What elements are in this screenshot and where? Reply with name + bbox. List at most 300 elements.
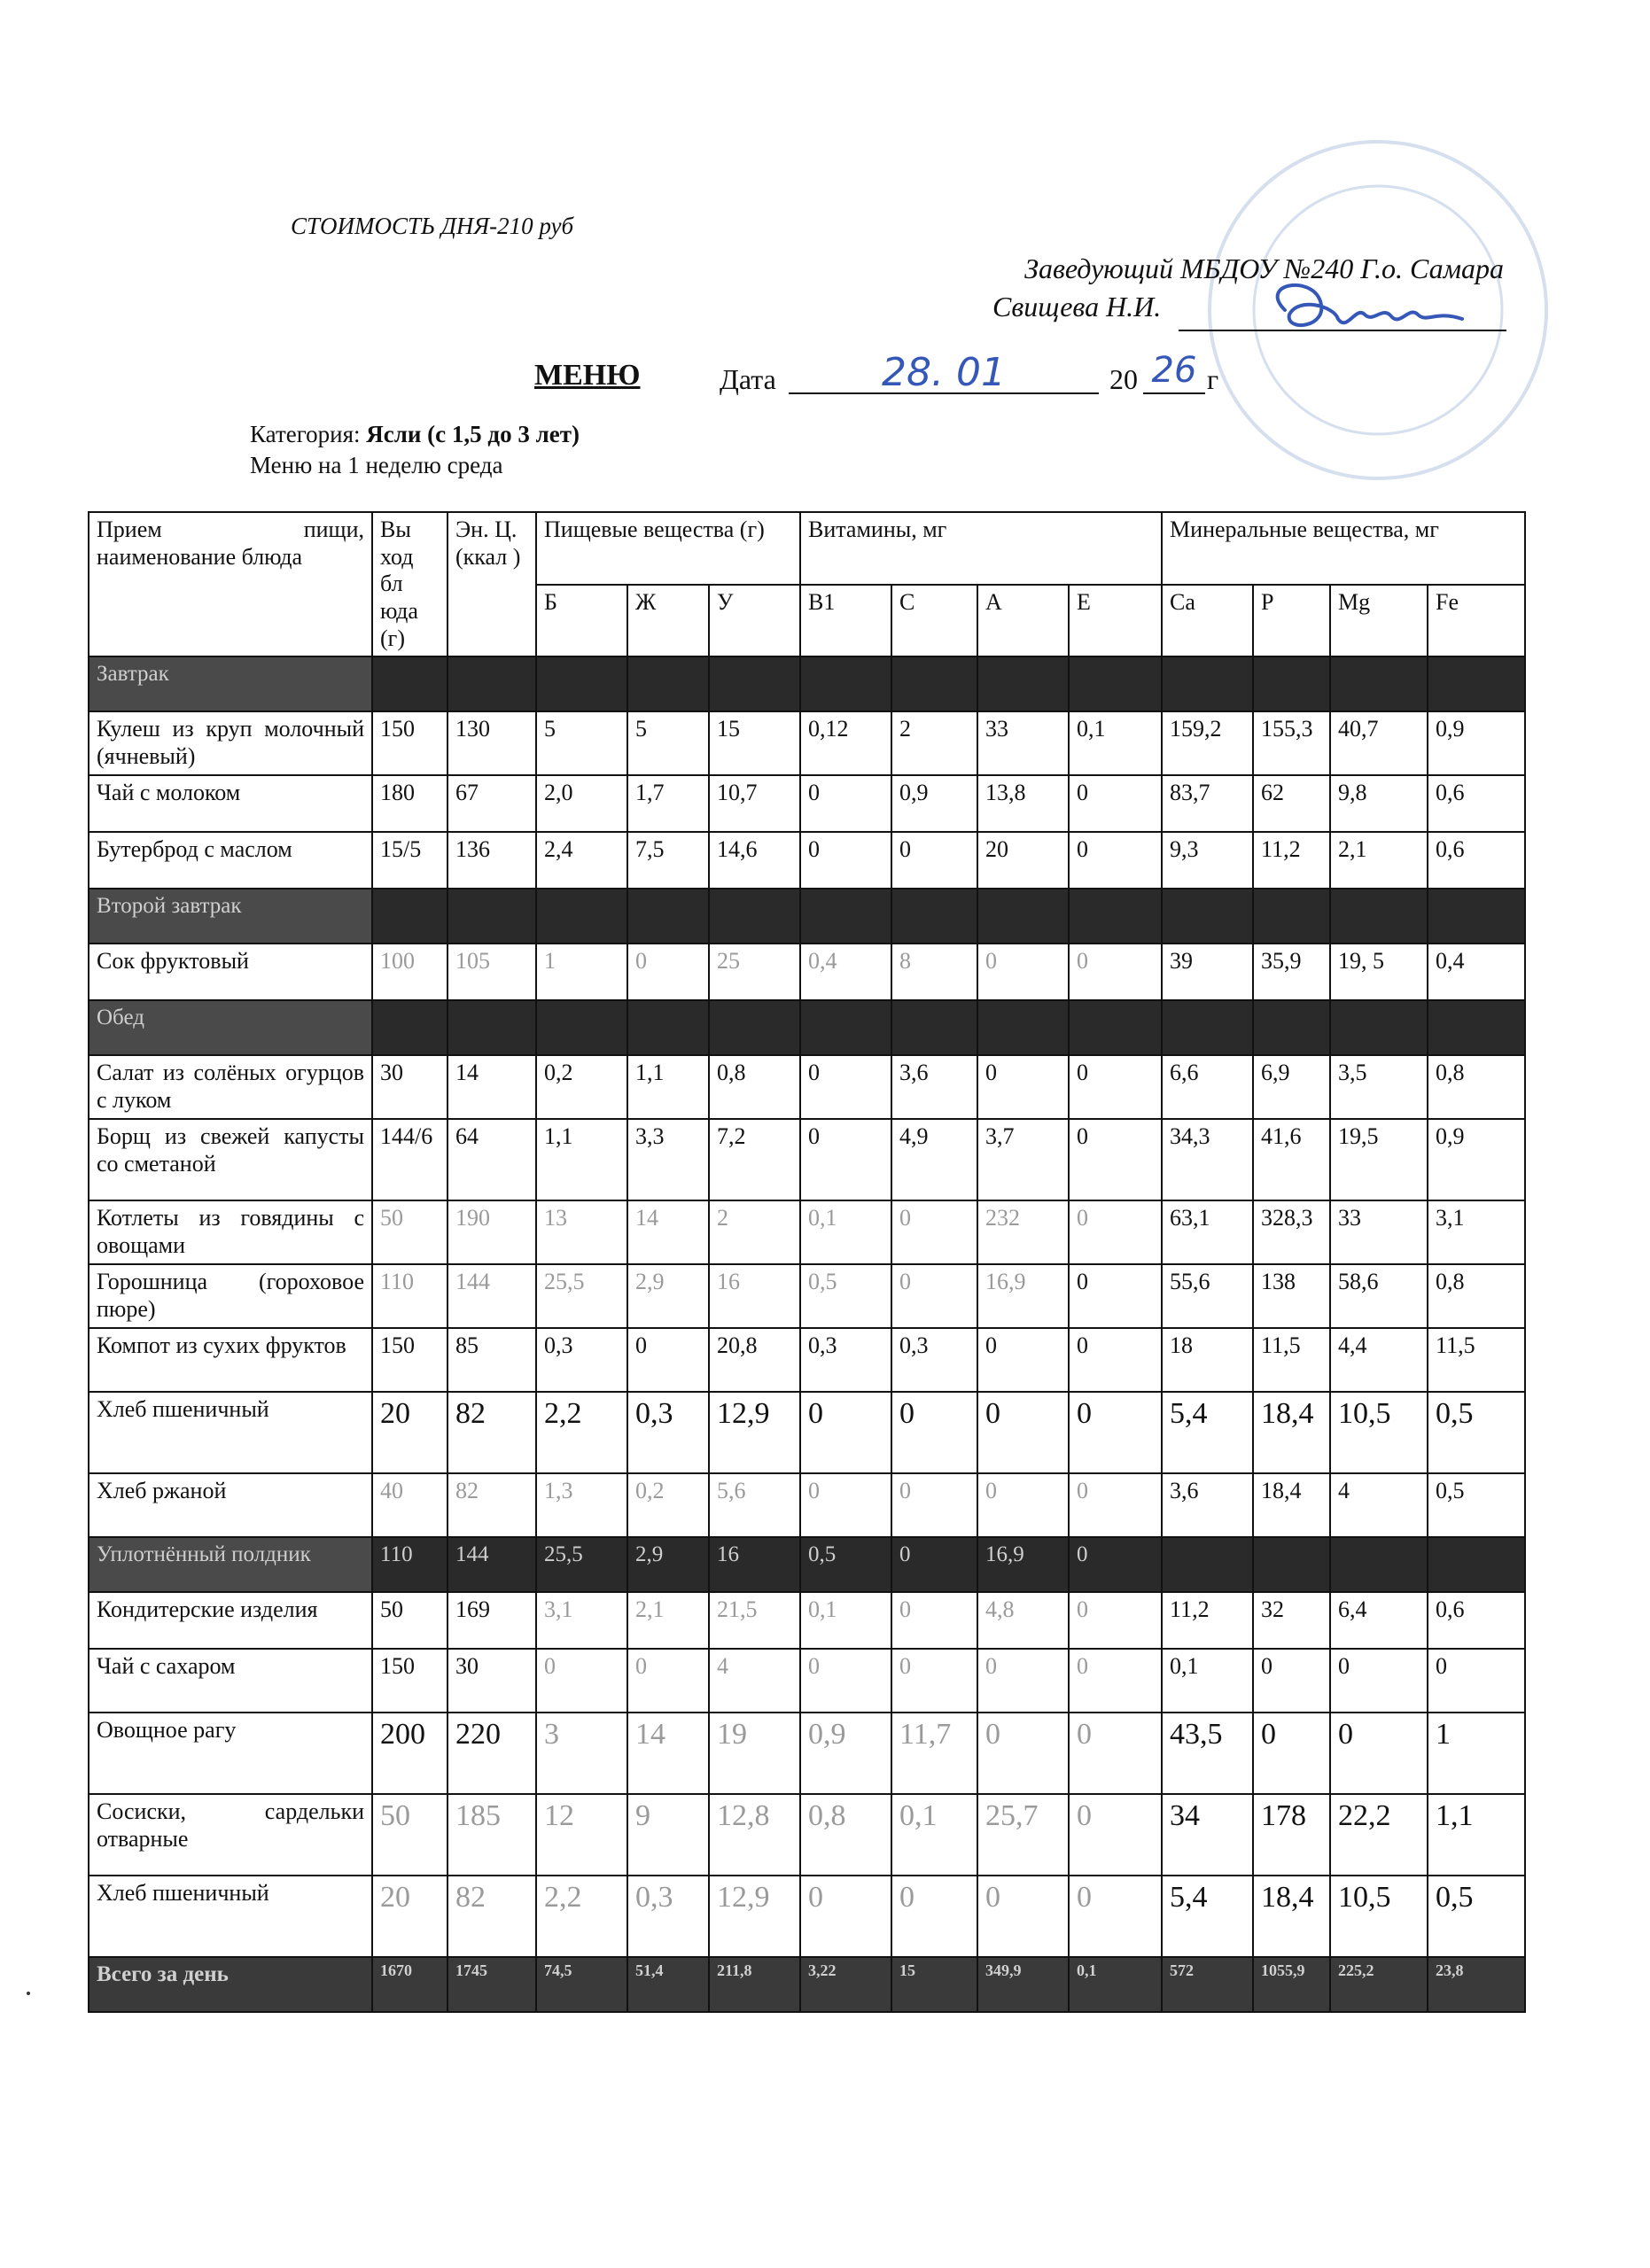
dish-value: 7,2 xyxy=(709,1119,800,1200)
dish-value: 0,6 xyxy=(1428,832,1525,889)
dish-value: 3,3 xyxy=(627,1119,709,1200)
dish-value: 64 xyxy=(448,1119,536,1200)
dish-value: 33 xyxy=(977,711,1069,775)
dish-name: Кондитерские изделия xyxy=(89,1592,372,1649)
dish-value: 0,1 xyxy=(800,1200,891,1264)
dish-value: 0,8 xyxy=(1428,1055,1525,1119)
dish-value: 0 xyxy=(977,1713,1069,1794)
dish-value: 6,4 xyxy=(1330,1592,1428,1649)
dish-value: 3,5 xyxy=(1330,1055,1428,1119)
dish-value: 22,2 xyxy=(1330,1794,1428,1876)
dish-value: 0 xyxy=(800,775,891,832)
dish-value: 0,12 xyxy=(800,711,891,775)
section-label: Обед xyxy=(89,1000,372,1055)
dish-value: 0 xyxy=(1069,1876,1162,1957)
dish-value: 0,2 xyxy=(627,1473,709,1537)
dish-value: 63,1 xyxy=(1162,1200,1253,1264)
dish-value: 0 xyxy=(891,1264,977,1328)
dish-value: 0 xyxy=(1069,1592,1162,1649)
dish-value: 9,3 xyxy=(1162,832,1253,889)
dish-value: 40 xyxy=(372,1473,448,1537)
dish-value: 0 xyxy=(1253,1713,1330,1794)
dish-value: 3,1 xyxy=(1428,1200,1525,1264)
dish-value: 0 xyxy=(1428,1649,1525,1713)
dish-value: 20 xyxy=(372,1876,448,1957)
dish-value: 41,6 xyxy=(1253,1119,1330,1200)
dish-value: 12,8 xyxy=(709,1794,800,1876)
dish-value: 0,9 xyxy=(1428,1119,1525,1200)
ghost-value: 0,5 xyxy=(800,1537,891,1592)
dish-value: 0 xyxy=(800,1473,891,1537)
dish-value: 1 xyxy=(1428,1713,1525,1794)
dish-value: 21,5 xyxy=(709,1592,800,1649)
ghost-value: 110 xyxy=(372,1537,448,1592)
dish-value: 0 xyxy=(1069,832,1162,889)
section-snack xyxy=(89,1537,1525,1592)
dish-value: 0,1 xyxy=(891,1794,977,1876)
dish-value: 0 xyxy=(1253,1649,1330,1713)
dish-value: 6,6 xyxy=(1162,1055,1253,1119)
dish-value: 0 xyxy=(891,1592,977,1649)
dish-value: 110 xyxy=(372,1264,448,1328)
dish-value: 0,5 xyxy=(1428,1876,1525,1957)
section-breakfast xyxy=(89,656,1525,711)
dish-value: 0,5 xyxy=(800,1264,891,1328)
dish-value: 7,5 xyxy=(627,832,709,889)
dish-value: 4 xyxy=(1330,1473,1428,1537)
dish-value: 3,6 xyxy=(1162,1473,1253,1537)
dish-value: 190 xyxy=(448,1200,536,1264)
dish-value: 3 xyxy=(536,1713,627,1794)
dish-value: 1,7 xyxy=(627,775,709,832)
total-value: 211,8 xyxy=(709,1957,800,2012)
dish-value: 19 xyxy=(709,1713,800,1794)
dish-value: 0 xyxy=(1330,1649,1428,1713)
header-meal: Прием пищи, наименование блюда xyxy=(89,512,372,656)
dish-value: 2 xyxy=(891,711,977,775)
header-vitamins: Витамины, мг xyxy=(800,512,1162,585)
dish-value: 82 xyxy=(448,1473,536,1537)
dish-value: 105 xyxy=(448,944,536,1000)
dish-value: 34 xyxy=(1162,1794,1253,1876)
dish-value: 82 xyxy=(448,1876,536,1957)
dish-value: 50 xyxy=(372,1794,448,1876)
dish-value: 67 xyxy=(448,775,536,832)
table-row xyxy=(89,944,1525,1000)
dish-value: 18,4 xyxy=(1253,1876,1330,1957)
table-row xyxy=(89,1794,1525,1876)
dish-value: 0 xyxy=(627,1649,709,1713)
table-row xyxy=(89,1392,1525,1473)
dish-name: Хлеб пшеничный xyxy=(89,1876,372,1957)
dish-value: 11,5 xyxy=(1253,1328,1330,1392)
dish-value: 0,8 xyxy=(709,1055,800,1119)
ghost-value: 16 xyxy=(709,1537,800,1592)
dish-value: 0 xyxy=(800,1649,891,1713)
dish-value: 0 xyxy=(1330,1713,1428,1794)
table-row xyxy=(89,775,1525,832)
dish-name: Борщ из свежей капусты со сметаной xyxy=(89,1119,372,1200)
dish-value: 100 xyxy=(372,944,448,1000)
dish-value: 25,5 xyxy=(536,1264,627,1328)
dish-value: 0 xyxy=(1069,1794,1162,1876)
dish-name: Чай с сахаром xyxy=(89,1649,372,1713)
total-value: 3,22 xyxy=(800,1957,891,2012)
dish-value: 0,3 xyxy=(891,1328,977,1392)
ghost-value: 2,9 xyxy=(627,1537,709,1592)
dish-value: 33 xyxy=(1330,1200,1428,1264)
dish-value: 5 xyxy=(627,711,709,775)
dish-value: 0 xyxy=(627,1328,709,1392)
dish-value: 0,2 xyxy=(536,1055,627,1119)
section-label: Уплотнённый полдник xyxy=(89,1537,372,1592)
dish-value: 12,9 xyxy=(709,1392,800,1473)
header-carbs: У xyxy=(709,585,800,657)
table-row xyxy=(89,1328,1525,1392)
dish-value: 0,1 xyxy=(1162,1649,1253,1713)
dish-value: 3,6 xyxy=(891,1055,977,1119)
header-yield: Вы ход бл юда (г) xyxy=(372,512,448,656)
dish-value: 55,6 xyxy=(1162,1264,1253,1328)
dish-name: Кулеш из круп молочный (ячневый) xyxy=(89,711,372,775)
total-value: 349,9 xyxy=(977,1957,1069,2012)
dish-name: Хлеб пшеничный xyxy=(89,1392,372,1473)
dish-value: 8 xyxy=(891,944,977,1000)
dish-value: 18,4 xyxy=(1253,1392,1330,1473)
dish-value: 1,3 xyxy=(536,1473,627,1537)
dish-value: 3,7 xyxy=(977,1119,1069,1200)
dish-value: 0,9 xyxy=(1428,711,1525,775)
dish-value: 34,3 xyxy=(1162,1119,1253,1200)
header-energy: Эн. Ц. (ккал ) xyxy=(448,512,536,656)
dish-value: 20 xyxy=(372,1392,448,1473)
dish-value: 150 xyxy=(372,1649,448,1713)
dish-value: 185 xyxy=(448,1794,536,1876)
total-value: 1055,9 xyxy=(1253,1957,1330,2012)
dish-value: 16,9 xyxy=(977,1264,1069,1328)
total-value: 23,8 xyxy=(1428,1957,1525,2012)
dish-value: 180 xyxy=(372,775,448,832)
week-line: Меню на 1 неделю среда xyxy=(250,452,503,478)
dish-value: 0 xyxy=(1069,1649,1162,1713)
dish-value: 40,7 xyxy=(1330,711,1428,775)
dish-value: 19,5 xyxy=(1330,1119,1428,1200)
dish-value: 82 xyxy=(448,1392,536,1473)
dish-value: 0 xyxy=(977,944,1069,1000)
dish-value: 25,7 xyxy=(977,1794,1069,1876)
dish-name: Сосиски, сардельки отварные xyxy=(89,1794,372,1876)
total-value: 1670 xyxy=(372,1957,448,2012)
dish-value: 13,8 xyxy=(977,775,1069,832)
table-row xyxy=(89,1473,1525,1537)
header-ca: Ca xyxy=(1162,585,1253,657)
table-row xyxy=(89,1649,1525,1713)
menu-title: МЕНЮ xyxy=(534,359,641,392)
dish-value: 32 xyxy=(1253,1592,1330,1649)
dish-value: 0 xyxy=(536,1649,627,1713)
total-value: 572 xyxy=(1162,1957,1253,2012)
dish-value: 11,7 xyxy=(891,1713,977,1794)
day-cost: СТОИМОСТЬ ДНЯ-210 руб xyxy=(291,213,574,239)
dish-value: 169 xyxy=(448,1592,536,1649)
table-row xyxy=(89,1055,1525,1119)
section-label: Второй завтрак xyxy=(89,889,372,944)
dish-value: 35,9 xyxy=(1253,944,1330,1000)
dish-value: 0,3 xyxy=(800,1328,891,1392)
header-nutrients: Пищевые вещества (г) xyxy=(536,512,800,585)
ghost-value: 16,9 xyxy=(977,1537,1069,1592)
header-protein: Б xyxy=(536,585,627,657)
dish-value: 0,6 xyxy=(1428,1592,1525,1649)
dish-value: 1,1 xyxy=(536,1119,627,1200)
head-name: Свищева Н.И. xyxy=(992,291,1162,322)
dish-value: 0 xyxy=(1069,1055,1162,1119)
table-row xyxy=(89,1119,1525,1200)
category-line xyxy=(250,421,580,448)
dish-value: 39 xyxy=(1162,944,1253,1000)
dish-value: 5,4 xyxy=(1162,1392,1253,1473)
dish-value: 0,1 xyxy=(1069,711,1162,775)
dish-value: 1,1 xyxy=(627,1055,709,1119)
header-fat: Ж xyxy=(627,585,709,657)
dish-value: 0 xyxy=(891,1200,977,1264)
dish-value: 9 xyxy=(627,1794,709,1876)
dish-value: 0,4 xyxy=(1428,944,1525,1000)
section-label: Завтрак xyxy=(89,656,372,711)
dish-value: 0 xyxy=(1069,775,1162,832)
header-b1: В1 xyxy=(800,585,891,657)
total-row xyxy=(89,1957,1525,2012)
dish-name: Салат из солёных огурцов с луком xyxy=(89,1055,372,1119)
table-row xyxy=(89,832,1525,889)
dish-value: 144 xyxy=(448,1264,536,1328)
dish-name: Котлеты из говядины с овощами xyxy=(89,1200,372,1264)
dish-name: Овощное рагу xyxy=(89,1713,372,1794)
dish-value: 2,2 xyxy=(536,1392,627,1473)
dish-value: 178 xyxy=(1253,1794,1330,1876)
dish-value: 16 xyxy=(709,1264,800,1328)
dish-value: 0,8 xyxy=(800,1794,891,1876)
category-value: Ясли (с 1,5 до 3 лет) xyxy=(366,421,580,447)
dish-value: 0,9 xyxy=(891,775,977,832)
dish-value: 0 xyxy=(800,1392,891,1473)
dish-value: 0,9 xyxy=(800,1713,891,1794)
dish-value: 4,4 xyxy=(1330,1328,1428,1392)
dish-value: 0 xyxy=(891,1876,977,1957)
total-value: 74,5 xyxy=(536,1957,627,2012)
dish-value: 144/6 xyxy=(372,1119,448,1200)
dish-value: 9,8 xyxy=(1330,775,1428,832)
dish-value: 2 xyxy=(709,1200,800,1264)
dish-value: 25 xyxy=(709,944,800,1000)
total-label: Всего за день xyxy=(89,1957,372,2012)
dish-value: 30 xyxy=(448,1649,536,1713)
header-c: С xyxy=(891,585,977,657)
dish-value: 0 xyxy=(977,1055,1069,1119)
dish-value: 5,4 xyxy=(1162,1876,1253,1957)
dish-value: 0,5 xyxy=(1428,1392,1525,1473)
header-e: Е xyxy=(1069,585,1162,657)
dish-value: 138 xyxy=(1253,1264,1330,1328)
dish-value: 0 xyxy=(1069,1200,1162,1264)
dish-value: 43,5 xyxy=(1162,1713,1253,1794)
dish-value: 14,6 xyxy=(709,832,800,889)
dish-value: 10,7 xyxy=(709,775,800,832)
dish-value: 0 xyxy=(1069,1392,1162,1473)
dish-value: 2,1 xyxy=(627,1592,709,1649)
dish-value: 0 xyxy=(800,1119,891,1200)
dish-value: 0 xyxy=(977,1649,1069,1713)
date-day-handwritten: 28. 01 xyxy=(789,350,1099,394)
dish-value: 0,4 xyxy=(800,944,891,1000)
header-minerals: Минеральные вещества, мг xyxy=(1162,512,1525,585)
dish-name: Чай с молоком xyxy=(89,775,372,832)
dish-value: 4 xyxy=(709,1649,800,1713)
table-row xyxy=(89,1200,1525,1264)
dish-value: 11,2 xyxy=(1162,1592,1253,1649)
table-row xyxy=(89,711,1525,775)
dish-value: 20,8 xyxy=(709,1328,800,1392)
dish-value: 0,1 xyxy=(800,1592,891,1649)
dish-value: 0 xyxy=(891,1649,977,1713)
dish-value: 0 xyxy=(977,1876,1069,1957)
total-value: 51,4 xyxy=(627,1957,709,2012)
dish-value: 18,4 xyxy=(1253,1473,1330,1537)
dish-value: 0 xyxy=(800,1055,891,1119)
dish-value: 2,4 xyxy=(536,832,627,889)
dish-value: 14 xyxy=(627,1200,709,1264)
date-label: Дата xyxy=(720,363,776,395)
dish-value: 2,1 xyxy=(1330,832,1428,889)
dish-value: 85 xyxy=(448,1328,536,1392)
dish-value: 150 xyxy=(372,711,448,775)
dish-value: 50 xyxy=(372,1592,448,1649)
dish-name: Сок фруктовый xyxy=(89,944,372,1000)
ghost-value: 0 xyxy=(891,1537,977,1592)
dish-value: 0 xyxy=(1069,1713,1162,1794)
dish-value: 130 xyxy=(448,711,536,775)
dish-value: 0 xyxy=(1069,1264,1162,1328)
table-row xyxy=(89,1264,1525,1328)
total-value: 15 xyxy=(891,1957,977,2012)
dish-value: 11,5 xyxy=(1428,1328,1525,1392)
ghost-value: 25,5 xyxy=(536,1537,627,1592)
dish-value: 0 xyxy=(891,832,977,889)
scan-speck xyxy=(27,1992,30,1995)
dish-value: 19, 5 xyxy=(1330,944,1428,1000)
dish-value: 0 xyxy=(1069,1119,1162,1200)
table-row xyxy=(89,1876,1525,1957)
dish-value: 10,5 xyxy=(1330,1876,1428,1957)
dish-value: 0,3 xyxy=(536,1328,627,1392)
dish-name: Компот из сухих фруктов xyxy=(89,1328,372,1392)
dish-value: 0 xyxy=(1069,1328,1162,1392)
dish-name: Горошница (гороховое пюре) xyxy=(89,1264,372,1328)
dish-value: 58,6 xyxy=(1330,1264,1428,1328)
dish-value: 232 xyxy=(977,1200,1069,1264)
dish-value: 83,7 xyxy=(1162,775,1253,832)
total-value: 225,2 xyxy=(1330,1957,1428,2012)
dish-value: 0,3 xyxy=(627,1876,709,1957)
dish-value: 14 xyxy=(627,1713,709,1794)
dish-value: 150 xyxy=(372,1328,448,1392)
dish-value: 5,6 xyxy=(709,1473,800,1537)
section-lunch xyxy=(89,1000,1525,1055)
dish-value: 0 xyxy=(627,944,709,1000)
dish-value: 10,5 xyxy=(1330,1392,1428,1473)
dish-value: 136 xyxy=(448,832,536,889)
dish-value: 15/5 xyxy=(372,832,448,889)
dish-value: 220 xyxy=(448,1713,536,1794)
dish-value: 2,9 xyxy=(627,1264,709,1328)
dish-value: 0 xyxy=(800,832,891,889)
dish-value: 18 xyxy=(1162,1328,1253,1392)
signature xyxy=(1249,270,1471,350)
date-year-handwritten: 26 xyxy=(1143,350,1205,394)
dish-value: 0,5 xyxy=(1428,1473,1525,1537)
date-century: 20 xyxy=(1109,363,1138,395)
dish-value: 1 xyxy=(536,944,627,1000)
dish-value: 0 xyxy=(1069,1473,1162,1537)
ghost-value: 0 xyxy=(1069,1537,1162,1592)
dish-value: 200 xyxy=(372,1713,448,1794)
dish-value: 1,1 xyxy=(1428,1794,1525,1876)
table-row xyxy=(89,1713,1525,1794)
dish-value: 6,9 xyxy=(1253,1055,1330,1119)
dish-value: 62 xyxy=(1253,775,1330,832)
dish-value: 14 xyxy=(448,1055,536,1119)
dish-value: 3,1 xyxy=(536,1592,627,1649)
dish-value: 159,2 xyxy=(1162,711,1253,775)
ghost-value: 144 xyxy=(448,1537,536,1592)
dish-value: 0,6 xyxy=(1428,775,1525,832)
dish-value: 2,2 xyxy=(536,1876,627,1957)
dish-value: 0 xyxy=(891,1392,977,1473)
category-label: Категория: xyxy=(250,421,361,447)
dish-value: 15 xyxy=(709,711,800,775)
table-row xyxy=(89,1592,1525,1649)
dish-value: 0 xyxy=(891,1473,977,1537)
dish-value: 4,8 xyxy=(977,1592,1069,1649)
dish-value: 0 xyxy=(977,1392,1069,1473)
header-a: А xyxy=(977,585,1069,657)
menu-table xyxy=(88,511,1526,2013)
dish-value: 0 xyxy=(977,1328,1069,1392)
dish-value: 328,3 xyxy=(1253,1200,1330,1264)
header-p: P xyxy=(1253,585,1330,657)
dish-name: Хлеб ржаной xyxy=(89,1473,372,1537)
dish-value: 155,3 xyxy=(1253,711,1330,775)
dish-value: 4,9 xyxy=(891,1119,977,1200)
dish-value: 12 xyxy=(536,1794,627,1876)
dish-value: 0,3 xyxy=(627,1392,709,1473)
head-title: Заведующий МБДОУ №240 Г.о. Самара xyxy=(1024,252,1504,284)
dish-value: 5 xyxy=(536,711,627,775)
dish-value: 11,2 xyxy=(1253,832,1330,889)
date-suffix: г xyxy=(1207,363,1219,395)
dish-value: 0 xyxy=(800,1876,891,1957)
total-value: 1745 xyxy=(448,1957,536,2012)
dish-value: 50 xyxy=(372,1200,448,1264)
dish-value: 0,8 xyxy=(1428,1264,1525,1328)
section-second-breakfast xyxy=(89,889,1525,944)
dish-value: 2,0 xyxy=(536,775,627,832)
dish-value: 13 xyxy=(536,1200,627,1264)
total-value: 0,1 xyxy=(1069,1957,1162,2012)
dish-value: 0 xyxy=(1069,944,1162,1000)
header-fe: Fe xyxy=(1428,585,1525,657)
dish-value: 20 xyxy=(977,832,1069,889)
